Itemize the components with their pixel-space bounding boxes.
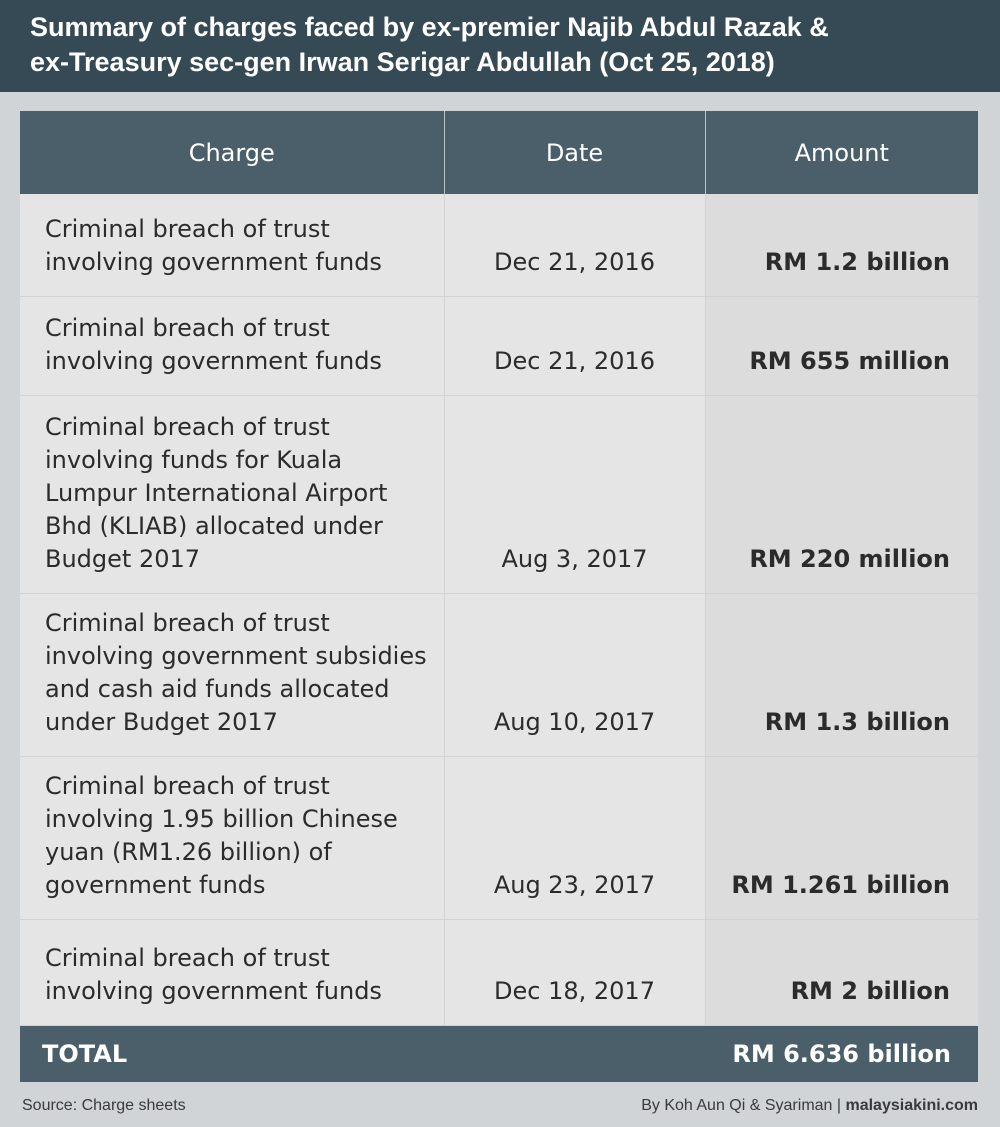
date-cell: Aug 3, 2017 [444, 395, 705, 593]
table-row [20, 919, 978, 1025]
amount-cell: RM 1.261 billion [705, 756, 978, 919]
date-cell: Aug 10, 2017 [444, 593, 705, 756]
table-row [20, 296, 978, 395]
date-cell: Dec 21, 2016 [444, 296, 705, 395]
date-cell: Dec 21, 2016 [444, 194, 705, 296]
page-title-line-1: Summary of charges faced by ex-premier Najib Abdul Razak & [30, 12, 829, 42]
amount-cell: RM 2 billion [705, 919, 978, 1025]
title-bar [0, 0, 1000, 92]
amount-cell: RM 1.2 billion [705, 194, 978, 296]
amount-cell: RM 1.3 billion [705, 593, 978, 756]
charge-cell: Criminal breach of trust involving funds for Kuala Lumpur International Airport Bhd (KLIAB) allocated under Budget 2017 [20, 395, 444, 593]
table-row [20, 194, 978, 296]
byline: By Koh Aun Qi & Syariman | [641, 1097, 846, 1114]
date-cell: Aug 23, 2017 [444, 756, 705, 919]
charge-cell: Criminal breach of trust involving government subsidies and cash aid funds allocated under Budget 2017 [20, 593, 444, 756]
table-row [20, 395, 978, 593]
page-title-line-2: ex-Treasury sec-gen Irwan Serigar Abdullah (Oct 25, 2018) [30, 47, 775, 77]
total-value: RM 6.636 billion [705, 1025, 978, 1082]
total-row [20, 1025, 978, 1082]
charge-cell: Criminal breach of trust involving government funds [20, 919, 444, 1025]
table-row [20, 756, 978, 919]
credit-line [641, 1097, 978, 1115]
charge-cell: Criminal breach of trust involving 1.95 billion Chinese yuan (RM1.26 billion) of government funds [20, 756, 444, 919]
date-cell: Dec 18, 2017 [444, 919, 705, 1025]
amount-cell: RM 655 million [705, 296, 978, 395]
column-header-date: Date [444, 111, 705, 194]
total-label: TOTAL [20, 1025, 705, 1082]
charges-table [20, 111, 978, 1082]
charge-cell: Criminal breach of trust involving government funds [20, 194, 444, 296]
table-row [20, 593, 978, 756]
charge-cell: Criminal breach of trust involving government funds [20, 296, 444, 395]
column-header-charge: Charge [20, 111, 444, 194]
brand-link[interactable]: malaysiakini.com [845, 1097, 978, 1114]
amount-cell: RM 220 million [705, 395, 978, 593]
table-header-row [20, 111, 978, 194]
source-note: Source: Charge sheets [22, 1097, 186, 1114]
column-header-amount: Amount [705, 111, 978, 194]
